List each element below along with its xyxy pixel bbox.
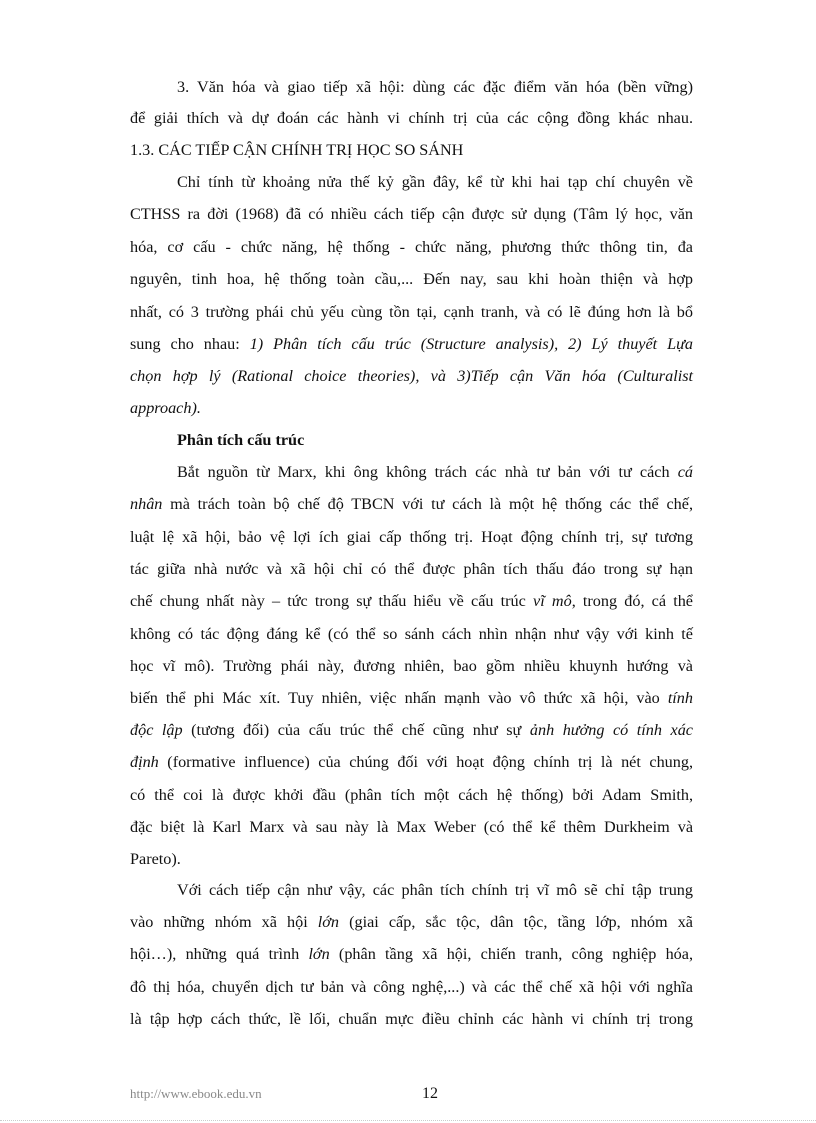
text-run: mà trách toàn bộ chế độ TBCN với tư cách là một hệ thống các thể chế, <box>162 495 693 513</box>
italic-run: độc lập <box>130 721 183 739</box>
paragraph-line: CTHSS ra đời (1968) đã có nhiều cách tiếp cận được sử dụng (Tâm lý học, văn <box>130 205 693 223</box>
paragraph-line <box>130 688 693 708</box>
text-run: Bắt nguồn từ Marx, khi ông không trách các nhà tư bản với tư cách <box>177 463 678 481</box>
italic-run: ảnh hưởng có tính xác <box>529 721 693 739</box>
paragraph-line <box>130 398 693 418</box>
paragraph-line: Pareto). <box>130 850 181 868</box>
paragraph-line <box>130 366 693 386</box>
paragraph-line: học vĩ mô). Trường phái này, đương nhiên, bao gồm nhiều khuynh hướng và <box>130 657 693 675</box>
italic-run: nhân <box>130 495 163 513</box>
text-run: chế chung nhất này – tức trong sự thấu hiểu về cấu trúc <box>130 592 534 610</box>
paragraph-line: không có tác động đáng kể (có thể so sánh cách nhìn nhận như vậy với kinh tế <box>130 625 693 643</box>
paragraph-line: là tập hợp cách thức, lề lối, chuẩn mực điều chỉnh các hành vi chính trị trong <box>130 1010 693 1028</box>
paragraph-line: Với cách tiếp cận như vậy, các phân tích chính trị vĩ mô sẽ chỉ tập trung <box>177 881 693 899</box>
paragraph-line: 3. Văn hóa và giao tiếp xã hội: dùng các đặc điểm văn hóa (bền vững) <box>177 78 693 96</box>
paragraph-line <box>130 591 693 611</box>
text-run: , trong đó, cá thể <box>571 592 693 610</box>
text-run: sung cho nhau: <box>130 335 250 353</box>
paragraph-line: luật lệ xã hội, bảo vệ lợi ích giai cấp thống trị. Hoạt động chính trị, sự tương <box>130 528 693 546</box>
italic-run: định <box>130 753 159 771</box>
paragraph-line <box>130 752 693 772</box>
paragraph-line <box>130 944 693 964</box>
text-run: (phân tầng xã hội, chiến tranh, công nghiệp hóa, <box>329 945 694 963</box>
paragraph-line: có thể coi là được khởi đầu (phân tích một cách hệ thống) bởi Adam Smith, <box>130 786 693 804</box>
text-run: (giai cấp, sắc tộc, dân tộc, tầng lớp, nhóm xã <box>339 913 693 931</box>
text-run: biến thể phi Mác xít. Tuy nhiên, việc nhấn mạnh vào vô thức xã hội, vào <box>130 689 668 707</box>
paragraph-line: tác giữa nhà nước và xã hội chỉ có thể được phân tích thấu đáo trong sự hạn <box>130 560 693 578</box>
paragraph-line <box>130 334 693 354</box>
page-number: 12 <box>422 1085 438 1102</box>
paragraph-line <box>177 462 693 482</box>
subsection-heading: Phân tích cấu trúc <box>177 431 305 449</box>
paragraph-line: nhất, có 3 trường phái chủ yếu cùng tồn tại, cạnh tranh, và có lẽ đúng hơn là bổ <box>130 303 693 321</box>
footer-divider <box>0 1120 816 1122</box>
italic-run: chọn hợp lý (Rational choice theories), và 3)Tiếp cận Văn hóa (Culturalist <box>130 367 693 385</box>
paragraph-line <box>130 494 693 514</box>
paragraph-line <box>130 912 693 932</box>
text-run: vào những nhóm xã hội <box>130 913 318 931</box>
italic-run: vĩ mô <box>533 592 572 610</box>
text-run: hội…), những quá trình <box>130 945 309 963</box>
paragraph-line: để giải thích và dự đoán các hành vi chính trị của các cộng đồng khác nhau. <box>130 109 693 127</box>
text-run: (tương đối) của cấu trúc thể chế cũng như sự <box>182 721 530 739</box>
italic-run: 1) Phân tích cấu trúc (Structure analysis), 2) Lý thuyết Lựa <box>249 335 694 353</box>
paragraph-line: Chỉ tính từ khoảng nửa thế kỷ gần đây, kể từ khi hai tạp chí chuyên về <box>177 173 693 191</box>
paragraph-line: đô thị hóa, chuyển dịch tư bản và công nghệ,...) và các thể chế xã hội với nghĩa <box>130 978 693 996</box>
italic-run: cá <box>677 463 693 481</box>
paragraph-line: nguyên, tinh hoa, hệ thống toàn cầu,... Đến nay, sau khi hoàn thiện và hợp <box>130 270 693 288</box>
paragraph-line: hóa, cơ cấu - chức năng, hệ thống - chức năng, phương thức thông tin, đa <box>130 238 693 256</box>
italic-run: approach). <box>130 399 201 417</box>
paragraph-line <box>130 720 693 740</box>
footer-url-link[interactable]: http://www.ebook.edu.vn <box>130 1086 262 1101</box>
italic-run: lớn <box>317 913 340 931</box>
italic-run: lớn <box>308 945 330 963</box>
section-heading: 1.3. CÁC TIẾP CẬN CHÍNH TRỊ HỌC SO SÁNH <box>130 141 464 159</box>
paragraph-line: đặc biệt là Karl Marx và sau này là Max Weber (có thể kể thêm Durkheim và <box>130 818 693 836</box>
text-run: (formative influence) của chúng đối với hoạt động chính trị là nét chung, <box>158 753 693 771</box>
italic-run: tính <box>667 689 693 707</box>
